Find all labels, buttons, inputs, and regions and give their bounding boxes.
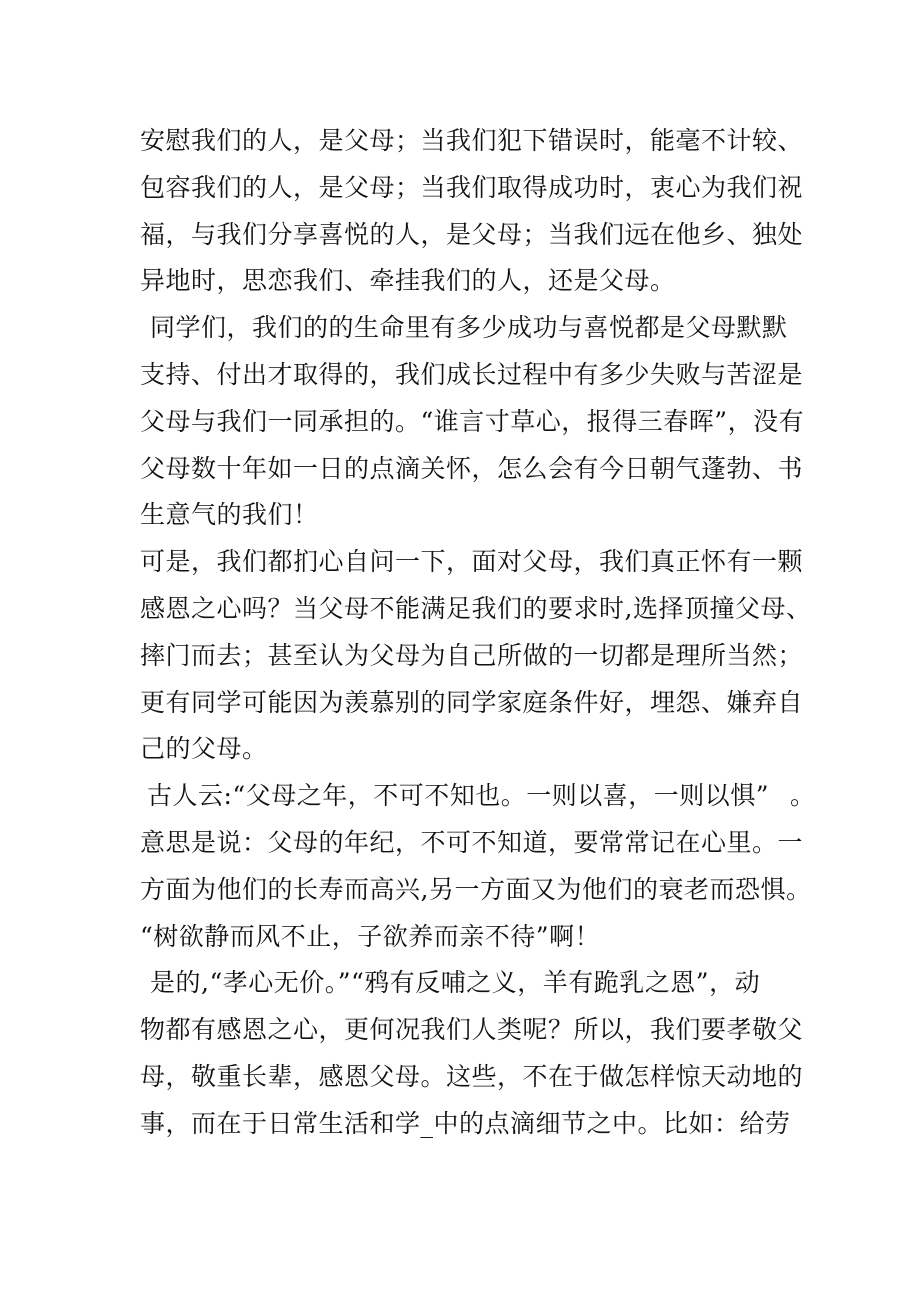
- document-body: [0, 118, 920, 1148]
- text-line: 事，而在于日常生活和学_中的点滴细节之中。比如：给劳: [140, 1108, 791, 1138]
- stray-period: 。: [790, 781, 816, 811]
- text-line: 感恩之心吗？当父母不能满足我们的要求时,选择顶撞父母、: [140, 593, 812, 623]
- text-line: 安慰我们的人，是父母；当我们犯下错误时，能毫不计较、: [140, 126, 804, 155]
- text-line: 异地时，思恋我们、牵挂我们的人，还是父母。: [140, 266, 676, 296]
- text-line: 父母数十年如一日的点滴关怀，怎么会有今日朝气蓬勃、书: [140, 453, 804, 483]
- text-line: 福，与我们分享喜悦的人，是父母；当我们远在他乡、独处: [140, 219, 804, 249]
- text-line: 是的,“孝心无价。”“鸦有反哺之义，羊有跪乳之恩”，动: [150, 968, 761, 998]
- text-line: 父母与我们一同承担的。“谁言寸草心，报得三春晖”，没有: [140, 406, 805, 436]
- text-line: 支持、付出才取得的，我们成长过程中有多少失败与苦涩是: [140, 359, 804, 389]
- text-line: 摔门而去；甚至认为父母为自己所做的一切都是理所当然；: [140, 640, 804, 670]
- text-line: 同学们，我们的的生命里有多少成功与喜悦都是父母默默: [150, 313, 788, 343]
- text-line: “树欲静而风不止，子欲养而亲不待”啊！: [140, 921, 601, 951]
- text-line: 生意气的我们！: [140, 500, 319, 530]
- text-line: 物都有感恩之心，更何况我们人类呢？所以，我们要孝敬父: [140, 1015, 804, 1045]
- text-line: 母，敬重长辈，感恩父母。这些，不在于做怎样惊天动地的: [140, 1061, 804, 1091]
- text-line: 方面为他们的长寿而高兴,另一方面又为他们的衰老而恐惧。: [140, 874, 812, 904]
- text-line: 更有同学可能因为羡慕别的同学家庭条件好，埋怨、嫌弃自: [140, 687, 804, 717]
- text-line: 包容我们的人，是父母；当我们取得成功时，衷心为我们祝: [140, 172, 804, 202]
- text-line: 意思是说：父母的年纪，不可不知道，要常常记在心里。一: [140, 827, 804, 857]
- text-line: 古人云:“父母之年，不可不知也。一则以喜，一则以惧” 。: [0, 773, 920, 820]
- text-line: 己的父母。: [140, 734, 268, 764]
- text-line: 可是，我们都扪心自问一下，面对父母，我们真正怀有一颗: [140, 547, 804, 577]
